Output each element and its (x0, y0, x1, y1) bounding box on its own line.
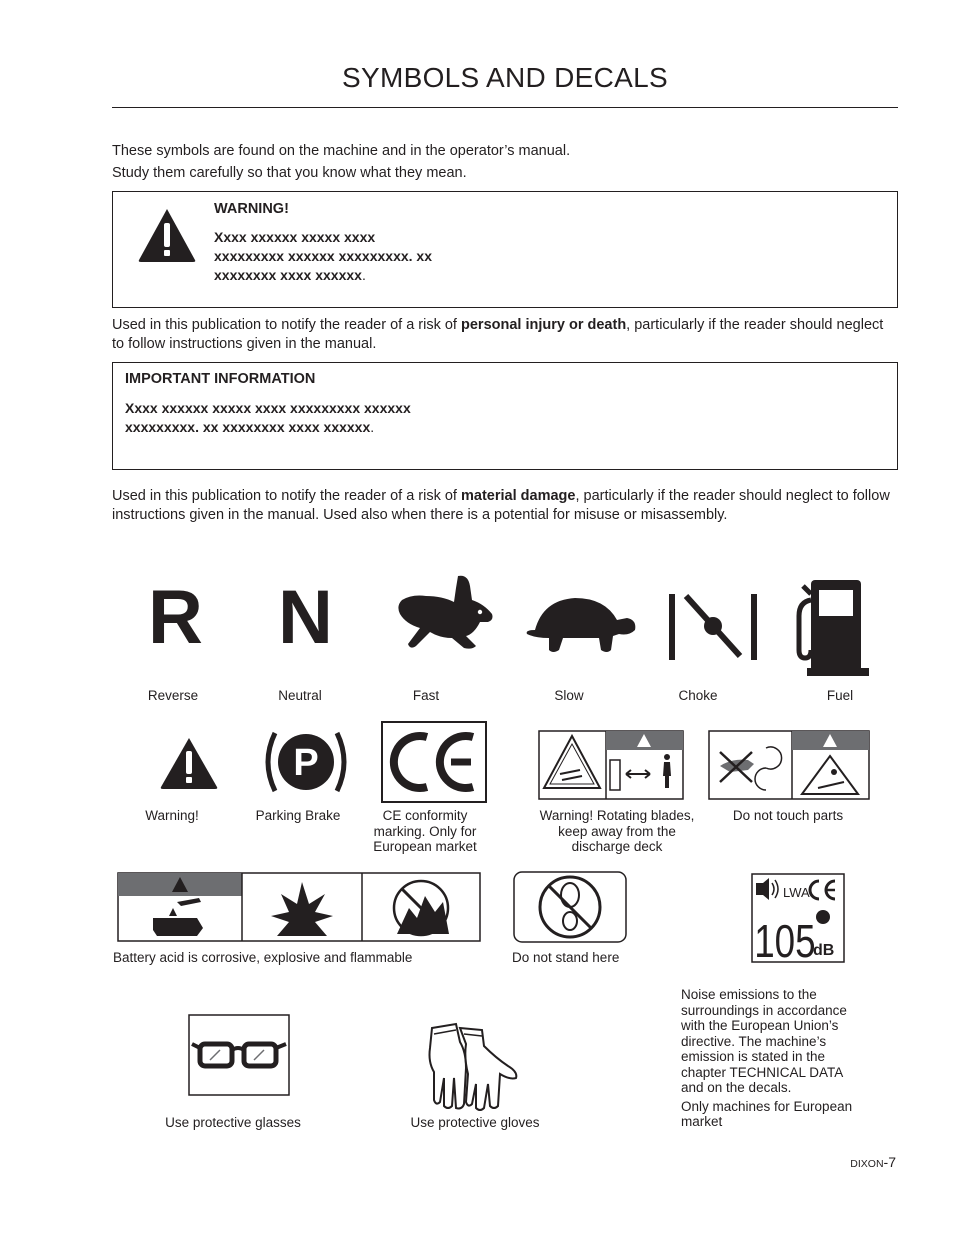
fast-label: Fast (412, 688, 440, 703)
no-stand-decal-icon (513, 871, 627, 943)
important-heading: IMPORTANT INFORMATION (125, 371, 316, 387)
neutral-label: Neutral (278, 688, 322, 703)
rotating-blades-label: Warning! Rotating blades, keep away from the discharge deck (539, 808, 695, 854)
warning-text-line: xxxxxxxx xxxx xxxxxx (214, 267, 362, 283)
protective-glasses-icon (188, 1014, 290, 1096)
do-not-touch-decal-icon (708, 730, 870, 800)
warning-triangle-icon (159, 736, 219, 790)
battery-label: Battery acid is corrosive, explosive and flammable (113, 950, 413, 965)
svg-text:105: 105 (754, 915, 816, 967)
parking-brake-label: Parking Brake (255, 808, 341, 823)
reverse-symbol: R (148, 575, 203, 660)
important-info-box (112, 362, 898, 470)
title-rule (112, 107, 898, 108)
important-text-line: xxxxxxxxx. xx xxxxxxxx xxxx xxxxxx (125, 419, 371, 435)
no-stand-label: Do not stand here (512, 950, 620, 965)
choke-icon (666, 590, 760, 660)
rabbit-icon (396, 574, 496, 650)
do-not-touch-label: Do not touch parts (732, 808, 844, 823)
warning-label: Warning! (145, 808, 199, 823)
slow-label: Slow (554, 688, 584, 703)
svg-text:P: P (293, 742, 319, 784)
reverse-label: Reverse (147, 688, 199, 703)
warning-triangle-icon (136, 206, 198, 264)
warning-box (112, 191, 898, 308)
neutral-symbol: N (278, 575, 333, 660)
fuel-pump-icon (793, 580, 869, 676)
turtle-icon (525, 594, 637, 656)
footer-page-number: -7 (883, 1154, 896, 1170)
page-title: SYMBOLS AND DECALS (342, 62, 668, 93)
noise-decal-icon (751, 873, 845, 967)
rotating-blades-decal-icon (538, 730, 684, 800)
ce-mark-icon (381, 721, 487, 803)
warning-description: Used in this publication to notify the reader of a risk of personal injury or death, particularly if the reader should neglect to follow instructions given in the manual. (112, 317, 884, 352)
important-text-line: Xxxx xxxxxx xxxxx xxxx xxxxxxxxx xxxxxx (125, 400, 411, 416)
important-text-end: . (370, 419, 375, 435)
warning-heading: WARNING! (214, 201, 289, 217)
fuel-label: Fuel (826, 688, 854, 703)
ce-label: CE conformity marking. Only for European market (373, 808, 477, 854)
footer-brand: DIXON (850, 1158, 884, 1170)
svg-text:LWA: LWA (783, 885, 810, 900)
warning-text-line: Xxxx xxxxxx xxxxx xxxx (214, 229, 376, 245)
parking-brake-icon (261, 729, 351, 795)
glasses-label: Use protective glasses (165, 1115, 301, 1130)
warning-text-line: xxxxxxxxx xxxxxx xxxxxxxxx. xx (214, 248, 432, 264)
important-description: Used in this publication to notify the reader of a risk of material damage, particularly if the reader should neglect to follow instructions given in the manual. Used also when there is a potential for misuse or misassembly. (112, 488, 890, 523)
intro-line-1: These symbols are found on the machine and in the operator’s manual. (112, 143, 571, 159)
gloves-label: Use protective gloves (410, 1115, 540, 1130)
page-footer (850, 1154, 896, 1170)
noise-label: Noise emissions to the surroundings in accordance with the European Union’s directive. The machine’s emission is stated in the chapter TECHNICAL DATA and on the decals. Only machines for European market (681, 987, 853, 1129)
svg-text:dB: dB (813, 942, 835, 959)
battery-decal-icon (117, 872, 481, 942)
protective-gloves-icon (426, 1022, 522, 1112)
choke-label: Choke (678, 688, 718, 703)
warning-text-end: . (361, 267, 366, 283)
intro-line-2: Study them carefully so that you know what they mean. (112, 165, 467, 181)
